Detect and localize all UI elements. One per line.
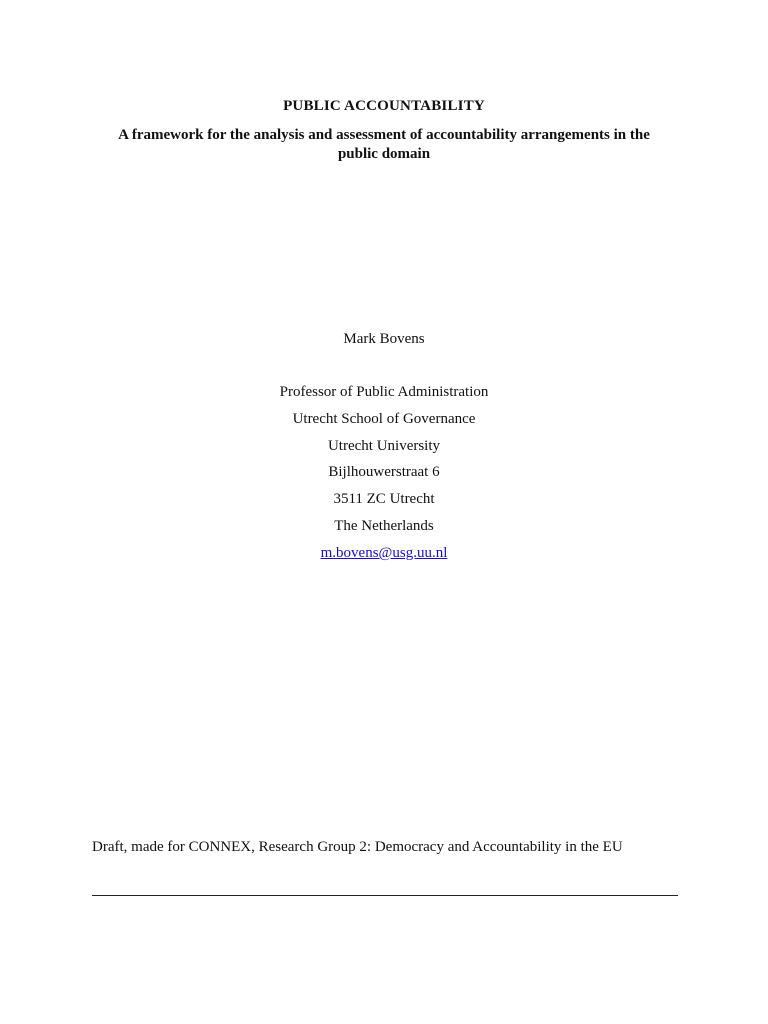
document-subtitle: A framework for the analysis and assessment of accountability arrangements in the public domain <box>118 127 650 162</box>
footer-rule <box>92 895 678 896</box>
author-position: Professor of Public Administration <box>279 384 489 400</box>
address-city: 3511 ZC Utrecht <box>333 491 435 507</box>
draft-note: Draft, made for CONNEX, Research Group 2: Democracy and Accountability in the EU <box>92 839 623 855</box>
email-line <box>0 545 768 562</box>
document-title: PUBLIC ACCOUNTABILITY <box>283 98 485 114</box>
author-university: Utrecht University <box>327 438 441 454</box>
address-street: Bijlhouwerstraat 6 <box>328 464 440 480</box>
author-school: Utrecht School of Governance <box>292 411 476 427</box>
address-country: The Netherlands <box>334 518 434 534</box>
author-name: Mark Bovens <box>343 331 425 347</box>
author-email-link[interactable]: m.bovens@usg.uu.nl <box>320 545 448 561</box>
